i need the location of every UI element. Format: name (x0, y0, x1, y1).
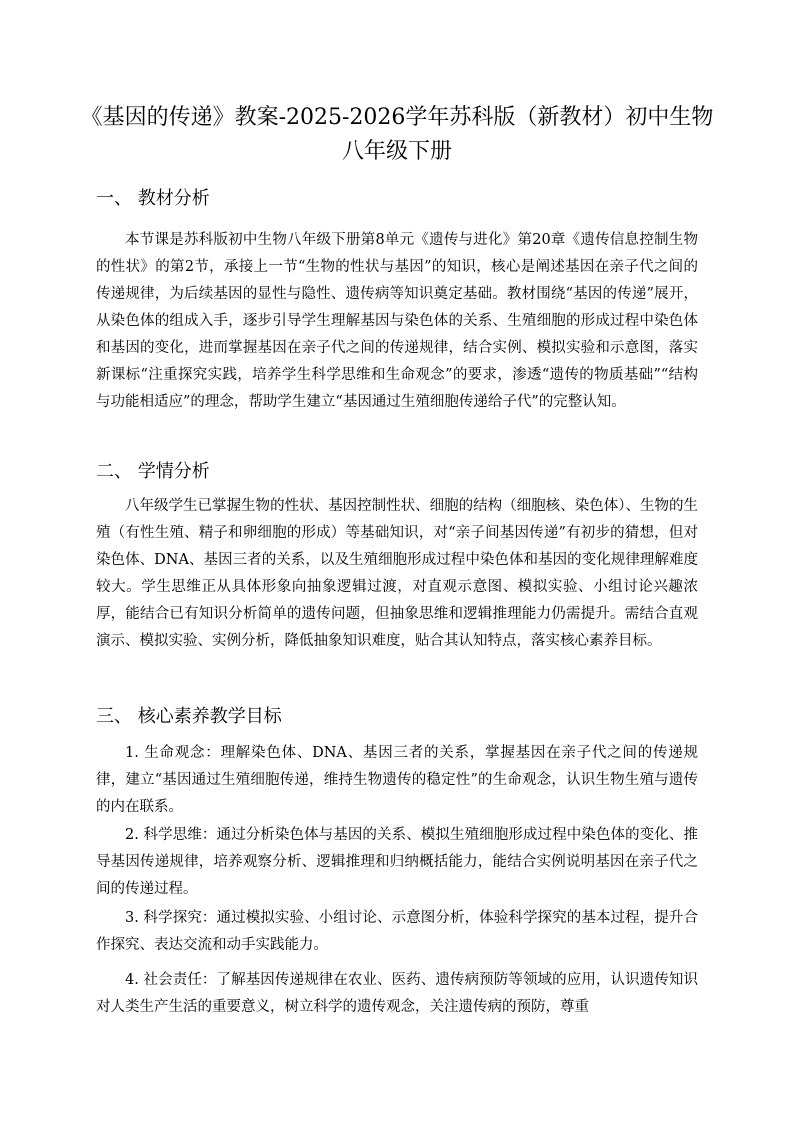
section-heading-textbook-analysis: 一、 教材分析 (96, 188, 210, 209)
goal-item-scientific-thinking: 2. 科学思维：通过分析染色体与基因的关系、模拟生殖细胞形成过程中染色体的变化、推导基因传递规律，培养观察分析、逻辑推理和归纳概括能力，能结合实例说明基因在亲子代之间的传递过程。 (96, 827, 698, 897)
goal-item-social-responsibility: 4. 社会责任：了解基因传递规律在农业、医药、遗传病预防等领域的应用，认识遗传知识对人类生产生活的重要意义，树立科学的遗传观念，关注遗传病的预防，尊重 (96, 972, 698, 1015)
goal-item-life-concept: 1. 生命观念：理解染色体、DNA、基因三者的关系，掌握基因在亲子代之间的传递规律，建立“基因通过生殖细胞传递，维持生物遗传的稳定性”的生命观念，认识生物生殖与遗传的内在联系。 (96, 745, 698, 815)
textbook-analysis-paragraph: 本节课是苏科版初中生物八年级下册第8单元《遗传与进化》第20章《遗传信息控制生物的性状》的第2节，承接上一节“生物的性状与基因”的知识，核心是阐述基因在亲子代之间的传递规律，为后续基因的显性与隐性、遗传病等知识奠定基础。教材围绕“基因的传递”展开，从染色体的组成入手，逐步引导学生理解基因与染色体的关系、生殖细胞的形成过程中染色体和基因的变化，进而掌握基因在亲子代之间的传递规律，结合实例、模拟实验和示意图，落实新课标“注重探究实践，培养学生科学思维和生命观念”的要求，渗透“遗传的物质基础”“结构与功能相适应”的理念，帮助学生建立“基因通过生殖细胞传递给子代”的完整认知。 (96, 232, 698, 410)
student-analysis-paragraph: 八年级学生已掌握生物的性状、基因控制性状、细胞的结构（细胞核、染色体）、生物的生殖（有性生殖、精子和卵细胞的形成）等基础知识，对“亲子间基因传递”有初步的猜想，但对染色体、DNA、基因三者的关系，以及生殖细胞形成过程中染色体和基因的变化规律理解难度较大。学生思维正从具体形象向抽象逻辑过渡，对直观示意图、模拟实验、小组讨论兴趣浓厚，能结合已有知识分析简单的遗传问题，但抽象思维和逻辑推理能力仍需提升。需结合直观演示、模拟实验、实例分析，降低抽象知识难度，贴合其认知特点，落实核心素养目标。 (96, 498, 698, 649)
section-heading-student-analysis: 二、 学情分析 (96, 461, 210, 482)
section-heading-teaching-goals: 三、 核心素养教学目标 (96, 706, 282, 727)
goal-item-scientific-inquiry: 3. 科学探究：通过模拟实验、小组讨论、示意图分析，体验科学探究的基本过程，提升合作探究、表达交流和动手实践能力。 (96, 910, 698, 953)
document-title: 《基因的传递》教案-2025-2026学年苏科版（新教材）初中生物八年级下册 (80, 105, 714, 164)
